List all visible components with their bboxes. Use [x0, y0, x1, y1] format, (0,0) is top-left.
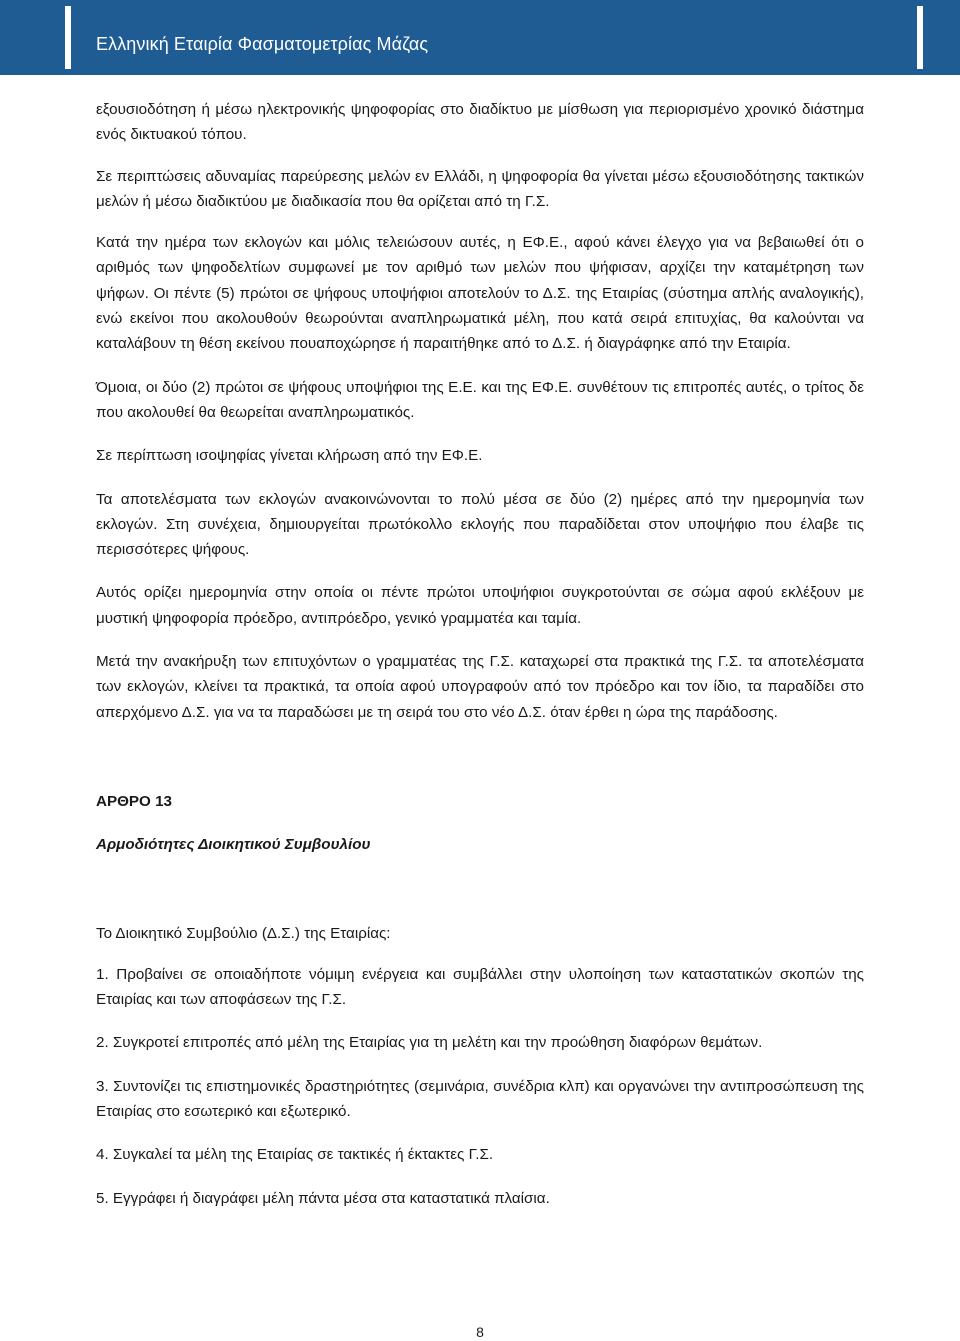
paragraph-board-formation: Αυτός ορίζει ημερομηνία στην οποία οι πέντε πρώτοι υποψήφιοι συγκροτούνται σε σώμα αφού εκλέξουν με μυστική ψηφοφορία πρόεδρο, αντιπρόεδρο, γενικό γραμματέα και ταμία. — [96, 584, 864, 627]
paragraph-absence-voting: Σε περιπτώσεις αδυναμίας παρεύρεσης μελών εν Ελλάδι, η ψηφοφορία θα γίνεται μέσω εξουσιοδότησης τακτικών μελών ή μέσω διαδικτύου με διαδικασία που θα ορίζεται από τη Γ.Σ. — [96, 167, 864, 210]
header-bar — [0, 0, 960, 75]
header-title: Ελληνική Εταιρία Φασματομετρίας Μάζας — [96, 34, 429, 54]
paragraph-results-announcement: Τα αποτελέσματα των εκλογών ανακοινώνονται το πολύ μέσα σε δύο (2) ημέρες από την ημερομηνία των εκλογών. Στη συνέχεια, δημιουργείται πρωτόκολλο εκλογής που παραδίδεται στον υποψήφιο που έλαβε τις περισσότερες ψήφους. — [96, 490, 864, 559]
document-body — [96, 97, 864, 1211]
article-heading: ΑΡΘΡΟ 13 — [96, 792, 172, 810]
paragraph-tie-draw: Σε περίπτωση ισοψηφίας γίνεται κλήρωση από την ΕΦ.Ε. — [96, 447, 483, 465]
article-intro: Το Διοικητικό Συμβούλιο (Δ.Σ.) της Εταιρίας: — [96, 924, 391, 942]
page-number: 8 — [476, 1324, 484, 1340]
paragraph-committees: Όμοια, οι δύο (2) πρώτοι σε ψήφους υποψήφιοι της Ε.Ε. και της ΕΦ.Ε. συνθέτουν τις επιτροπές αυτές, ο τρίτος δε που ακολουθεί θα θεωρείται αναπληρωματικός. — [96, 378, 864, 421]
paragraph-election-count: Κατά την ημέρα των εκλογών και μόλις τελειώσουν αυτές, η ΕΦ.Ε., αφού κάνει έλεγχο για να βεβαιωθεί ότι ο αριθμός των ψηφοδελτίων συμφωνεί με τον αριθμό των μελών που ψήφισαν, αρχίζει την καταμέτρηση των ψήφων. Οι πέντε (5) πρώτοι σε ψήφους υποψήφιοι αποτελούν το Δ.Σ. της Εταιρίας (σύστημα απλής αναλογικής), ενώ εκείνοι που ακολουθούν θεωρούνται αναπληρωματικά μέλη, που κατά σειρά επιτυχίας, θα καλούνται να καταλάβουν τη θέση εκείνου πουαποχώρησε ή παραιτήθηκε από το Δ.Σ. ή διαγράφηκε από την Εταιρία. — [96, 234, 864, 353]
paragraph-voting-authorization: εξουσιοδότηση ή μέσω ηλεκτρονικής ψηφοφορίας στο διαδίκτυο με μίσθωση για περιορισμένο χρονικό διάστημα ενός δικτυακού τόπου. — [96, 101, 864, 144]
header-right-notch — [917, 6, 923, 69]
list-item-3: 3. Συντονίζει τις επιστημονικές δραστηριότητες (σεμινάρια, συνέδρια κλπ) και οργανώνει την αντιπροσώπευση της Εταιρίας στο εσωτερικό και εξωτερικό. — [96, 1077, 864, 1121]
article-subtitle: Αρμοδιότητες Διοικητικού Συμβουλίου — [96, 836, 371, 854]
header-left-notch — [65, 6, 71, 69]
list-item-4: 4. Συγκαλεί τα μέλη της Εταιρίας σε τακτικές ή έκτακτες Γ.Σ. — [96, 1146, 494, 1164]
list-item-1: 1. Προβαίνει σε οποιαδήποτε νόμιμη ενέργεια και συμβάλλει στην υλοποίηση των καταστατικών σκοπών της Εταιρίας και των αποφάσεων της Γ.Σ. — [96, 965, 864, 1009]
list-item-5: 5. Εγγράφει ή διαγράφει μέλη πάντα μέσα στα καταστατικά πλαίσια. — [96, 1189, 550, 1207]
list-item-2: 2. Συγκροτεί επιτροπές από μέλη της Εταιρίας για τη μελέτη και την προώθηση διαφόρων θεμάτων. — [96, 1034, 763, 1052]
paragraph-minutes: Μετά την ανακήρυξη των επιτυχόντων ο γραμματέας της Γ.Σ. καταχωρεί στα πρακτικά της Γ.Σ. τα αποτελέσματα των εκλογών, κλείνει τα πρακτικά, τα οποία αφού υπογραφούν από τον πρόεδρο και τον ίδιο, τα παραδίδει στο απερχόμενο Δ.Σ. για να τα παραδώσει με τη σειρά του στο νέο Δ.Σ. όταν έρθει η ώρα της παράδοσης. — [96, 653, 864, 721]
